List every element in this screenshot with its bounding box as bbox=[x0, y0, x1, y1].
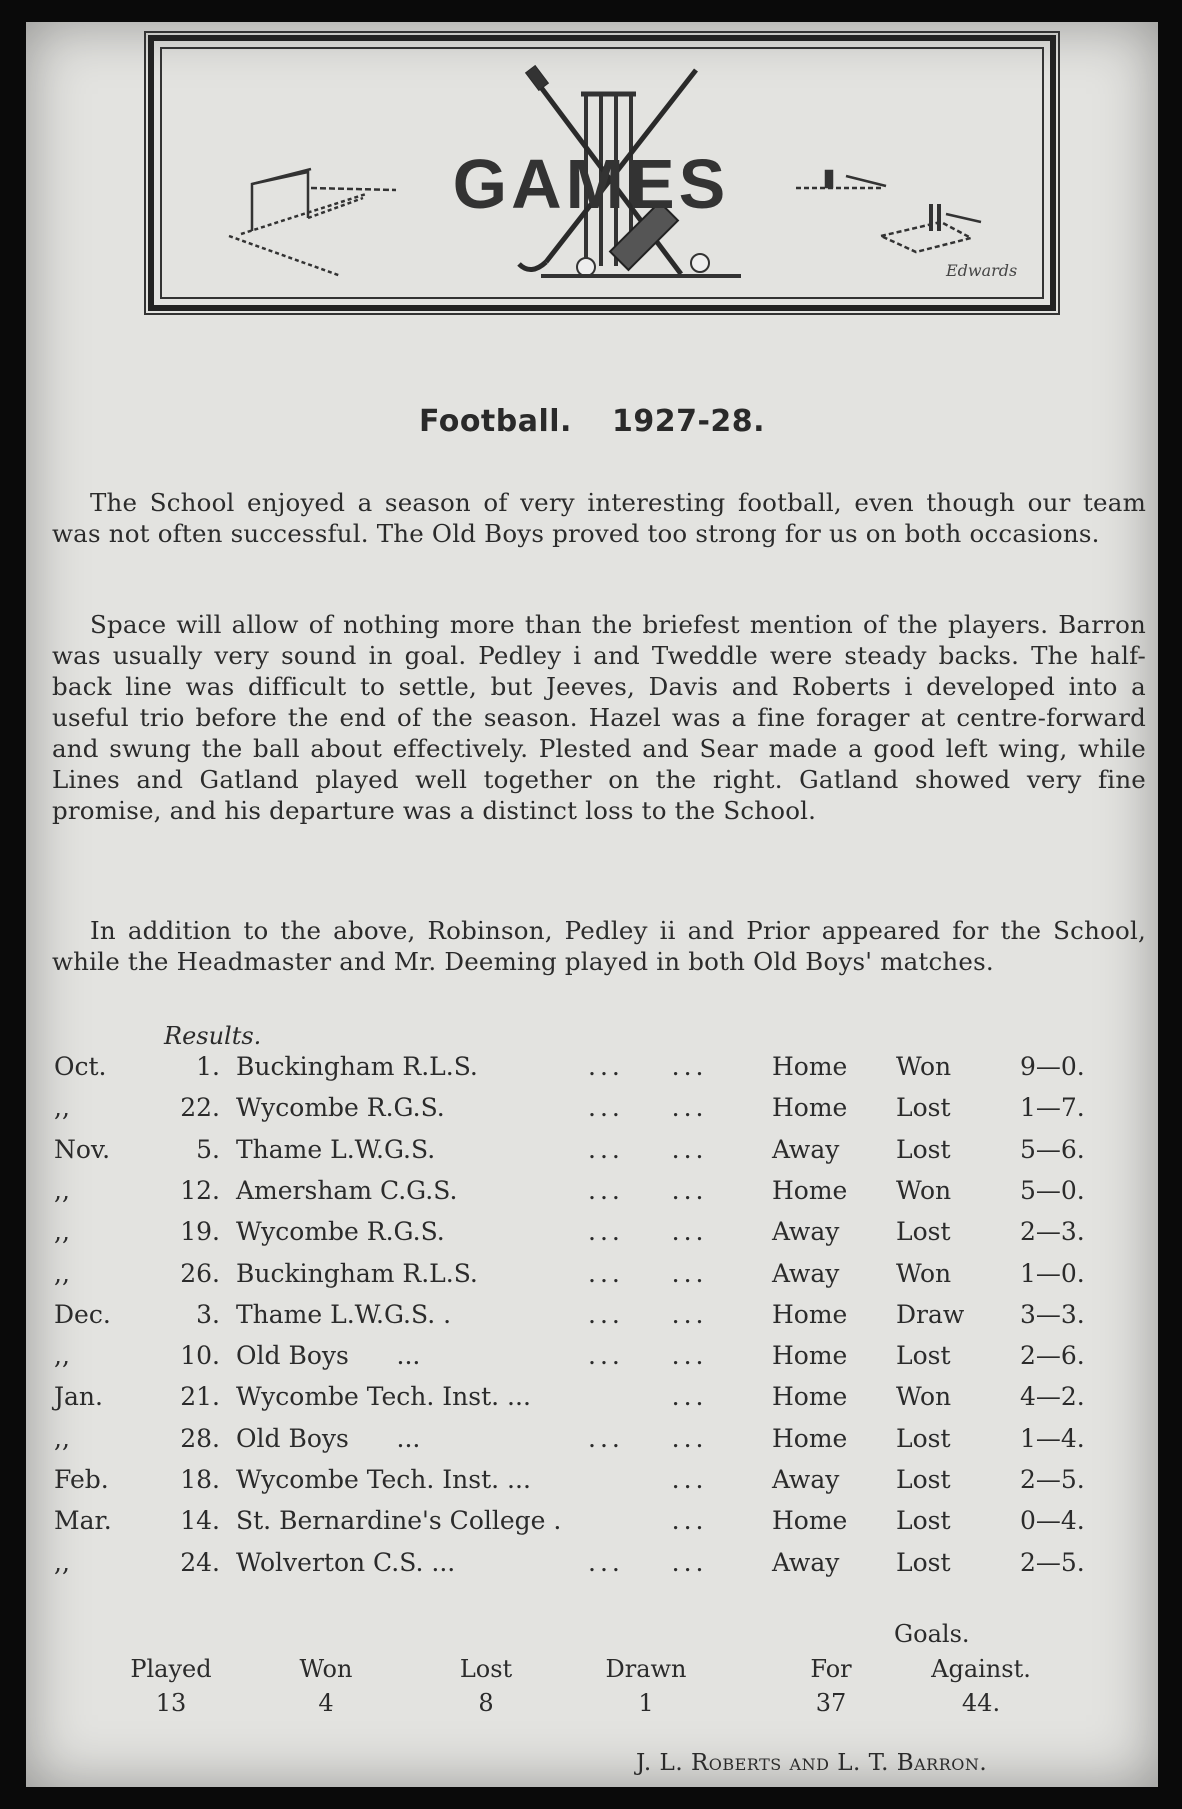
result-score: 1—4. bbox=[1020, 1423, 1085, 1453]
result-leader-dots: ... ... bbox=[588, 1299, 708, 1329]
football-goal-icon bbox=[229, 169, 396, 276]
result-venue: Away bbox=[772, 1547, 840, 1577]
result-venue: Away bbox=[772, 1258, 840, 1288]
result-day: 14. bbox=[180, 1506, 220, 1536]
result-leader-dots: ... ... bbox=[588, 1175, 708, 1205]
result-score: 1—7. bbox=[1020, 1093, 1085, 1123]
result-score: 0—4. bbox=[1020, 1506, 1085, 1536]
result-day: 1. bbox=[196, 1052, 220, 1081]
result-outcome: Lost bbox=[896, 1134, 951, 1164]
result-month: ,, bbox=[54, 1547, 70, 1577]
result-opponent: Old Boys ... bbox=[236, 1423, 421, 1453]
result-day: 10. bbox=[180, 1341, 220, 1371]
table-row bbox=[26, 1300, 1158, 1336]
result-leader-dots: ... bbox=[588, 1382, 708, 1412]
results-heading: Results. bbox=[164, 1022, 262, 1050]
author-signature: J. L. Roberts and L. T. Barron. bbox=[636, 1750, 988, 1776]
drawn-label: Drawn bbox=[605, 1655, 687, 1683]
games-banner-illustration bbox=[141, 26, 1063, 320]
result-day: 3. bbox=[196, 1299, 220, 1329]
result-score: 2—5. bbox=[1020, 1547, 1085, 1577]
result-opponent: Wycombe Tech. Inst. ... bbox=[236, 1465, 531, 1494]
result-day: 26. bbox=[180, 1258, 220, 1288]
result-outcome: Lost bbox=[896, 1506, 951, 1536]
result-opponent: Wycombe Tech. Inst. ... bbox=[236, 1382, 531, 1412]
result-outcome: Lost bbox=[896, 1465, 951, 1494]
result-score: 2—3. bbox=[1020, 1217, 1085, 1247]
result-outcome: Draw bbox=[896, 1299, 965, 1329]
result-outcome: Won bbox=[896, 1258, 952, 1288]
result-leader-dots: ... ... bbox=[588, 1547, 708, 1577]
result-month: ,, bbox=[54, 1341, 70, 1371]
result-opponent: Old Boys ... bbox=[236, 1341, 421, 1371]
result-month: ,, bbox=[54, 1258, 70, 1288]
result-opponent: Amersham C.G.S. bbox=[236, 1175, 458, 1205]
goals-against-value: 44. bbox=[961, 1689, 1001, 1717]
season-heading: 1927-28. bbox=[611, 404, 766, 439]
result-score: 5—0. bbox=[1020, 1175, 1085, 1205]
paragraph: Space will allow of nothing more than the briefest mention of the players. Barron was usually very sound in goal. Pedley i and Tweddle were steady backs. The half-back line was difficult to settle, but Jeeves, Davis and Roberts i developed into a useful trio before the end of the season. Hazel was a fine forager at centre-forward and swung the ball about effectively. Plested and Sear made a good left wing, while Lines and Gatland played well together on the right. Gatland showed very fine promise, and his departure was a distinct loss to the School. bbox=[52, 609, 1146, 825]
paragraph: In addition to the above, Robinson, Pedley ii and Prior appeared for the School, while the Headmaster and Mr. Deeming played in both Old Boys' matches. bbox=[52, 915, 1146, 976]
result-month: Dec. bbox=[54, 1299, 111, 1329]
games-banner bbox=[141, 26, 1063, 320]
result-outcome: Lost bbox=[896, 1423, 951, 1453]
result-opponent: Thame L.W.G.S. . bbox=[236, 1299, 452, 1329]
result-score: 4—2. bbox=[1020, 1382, 1085, 1412]
result-outcome: Lost bbox=[896, 1093, 951, 1123]
result-score: 3—3. bbox=[1020, 1299, 1085, 1329]
wicket-icon bbox=[881, 204, 981, 252]
result-opponent: Buckingham R.L.S. bbox=[236, 1052, 478, 1081]
result-outcome: Lost bbox=[896, 1341, 951, 1371]
table-row bbox=[26, 1052, 1158, 1088]
result-opponent: Wycombe R.G.S. bbox=[236, 1217, 445, 1247]
lost-label: Lost bbox=[459, 1655, 513, 1683]
table-row bbox=[26, 1506, 1158, 1542]
result-day: 12. bbox=[180, 1175, 220, 1205]
table-row bbox=[26, 1382, 1158, 1418]
result-day: 28. bbox=[180, 1423, 220, 1453]
result-month: Jan. bbox=[54, 1382, 103, 1412]
result-venue: Home bbox=[772, 1382, 848, 1412]
result-score: 1—0. bbox=[1020, 1258, 1085, 1288]
result-month: Oct. bbox=[54, 1052, 107, 1081]
result-outcome: Won bbox=[896, 1382, 952, 1412]
goals-for-label: For bbox=[810, 1655, 852, 1683]
won-value: 4 bbox=[318, 1689, 334, 1717]
tennis-net-icon bbox=[796, 171, 886, 188]
goals-against-label: Against. bbox=[931, 1655, 1031, 1683]
result-venue: Home bbox=[772, 1506, 848, 1536]
games-title: GAMES bbox=[452, 145, 730, 223]
result-venue: Away bbox=[772, 1217, 840, 1247]
goals-heading: Goals. bbox=[894, 1620, 970, 1648]
result-opponent: Wycombe R.G.S. bbox=[236, 1093, 445, 1123]
result-venue: Home bbox=[772, 1299, 848, 1329]
result-venue: Away bbox=[772, 1465, 840, 1494]
result-outcome: Lost bbox=[896, 1217, 951, 1247]
result-day: 19. bbox=[180, 1217, 220, 1247]
result-leader-dots: ... bbox=[588, 1465, 708, 1494]
table-row bbox=[26, 1341, 1158, 1377]
sport-heading: Football. bbox=[418, 404, 572, 439]
played-total bbox=[106, 1655, 236, 1717]
table-row bbox=[26, 1548, 1158, 1584]
result-month: ,, bbox=[54, 1423, 70, 1453]
ball-icon bbox=[691, 254, 709, 272]
goals-for-value: 37 bbox=[815, 1689, 847, 1717]
result-month: ,, bbox=[54, 1093, 70, 1123]
paragraph: The School enjoyed a season of very interesting football, even though our team was not often successful. The Old Boys proved too strong for us on both occasions. bbox=[52, 487, 1146, 548]
result-venue: Away bbox=[772, 1134, 840, 1164]
drawn-total bbox=[586, 1655, 706, 1717]
table-row bbox=[26, 1093, 1158, 1129]
result-leader-dots: ... ... bbox=[588, 1052, 708, 1081]
result-month: Nov. bbox=[54, 1134, 111, 1164]
result-opponent: Thame L.W.G.S. bbox=[236, 1134, 436, 1164]
result-venue: Home bbox=[772, 1093, 848, 1123]
result-leader-dots: ... bbox=[588, 1506, 708, 1536]
played-label: Played bbox=[130, 1655, 212, 1683]
result-outcome: Won bbox=[896, 1052, 952, 1081]
result-month: Mar. bbox=[54, 1506, 112, 1536]
result-day: 21. bbox=[180, 1382, 220, 1412]
result-month: Feb. bbox=[54, 1465, 109, 1494]
lost-value: 8 bbox=[478, 1689, 494, 1717]
artist-signature: Edwards bbox=[946, 261, 1018, 280]
result-venue: Home bbox=[772, 1341, 848, 1371]
goals-against-total bbox=[906, 1655, 1056, 1717]
table-row bbox=[26, 1217, 1158, 1253]
result-day: 18. bbox=[180, 1465, 220, 1494]
page-title bbox=[26, 404, 1158, 439]
table-row bbox=[26, 1424, 1158, 1460]
table-row bbox=[26, 1259, 1158, 1295]
table-row bbox=[26, 1176, 1158, 1212]
result-leader-dots: ... ... bbox=[588, 1258, 708, 1288]
table-row bbox=[26, 1465, 1158, 1501]
won-total bbox=[276, 1655, 376, 1717]
goals-for-total bbox=[786, 1655, 876, 1717]
result-month: ,, bbox=[54, 1175, 70, 1205]
result-day: 5. bbox=[196, 1134, 220, 1164]
result-day: 24. bbox=[180, 1547, 220, 1577]
result-outcome: Lost bbox=[896, 1547, 951, 1577]
result-venue: Home bbox=[772, 1423, 848, 1453]
result-score: 9—0. bbox=[1020, 1052, 1085, 1081]
page bbox=[26, 22, 1158, 1787]
played-value: 13 bbox=[155, 1689, 187, 1717]
result-venue: Home bbox=[772, 1052, 848, 1081]
result-venue: Home bbox=[772, 1175, 848, 1205]
result-score: 2—6. bbox=[1020, 1341, 1085, 1371]
result-day: 22. bbox=[180, 1093, 220, 1123]
lost-total bbox=[436, 1655, 536, 1717]
result-score: 2—5. bbox=[1020, 1465, 1085, 1494]
won-label: Won bbox=[299, 1655, 353, 1683]
table-row bbox=[26, 1135, 1158, 1171]
drawn-value: 1 bbox=[638, 1689, 654, 1717]
result-leader-dots: ... ... bbox=[588, 1423, 708, 1453]
ball-icon bbox=[577, 258, 595, 276]
result-opponent: Buckingham R.L.S. bbox=[236, 1258, 478, 1288]
result-opponent: Wolverton C.S. ... bbox=[236, 1547, 456, 1577]
result-score: 5—6. bbox=[1020, 1134, 1085, 1164]
result-opponent: St. Bernardine's College . bbox=[236, 1506, 562, 1536]
result-leader-dots: ... ... bbox=[588, 1093, 708, 1123]
result-leader-dots: ... ... bbox=[588, 1134, 708, 1164]
result-leader-dots: ... ... bbox=[588, 1217, 708, 1247]
result-outcome: Won bbox=[896, 1175, 952, 1205]
result-leader-dots: ... ... bbox=[588, 1341, 708, 1371]
result-month: ,, bbox=[54, 1217, 70, 1247]
